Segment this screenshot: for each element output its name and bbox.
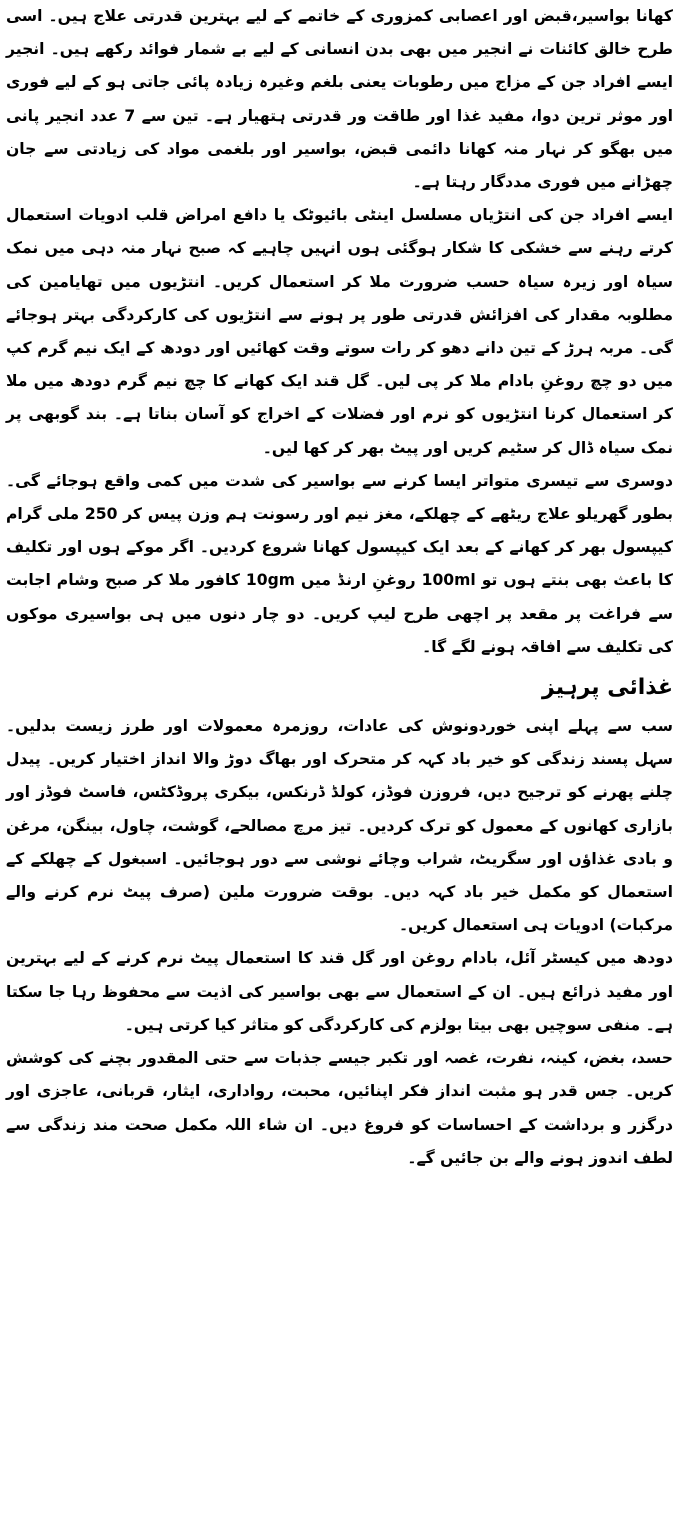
article-paragraph-5: دودھ میں کیسٹر آئل، بادام روغن اور گل قند کا استعمال پیٹ نرم کرنے کے لیے بہترین اور مفید ذرائع ہیں۔ ان کے استعمال سے بھی بواسیر کی اذیت سے محفوظ رہا جا سکتا ہے۔ منفی سوچیں بھی بیتا بولزم کی کارکردگی کو متاثر کیا کرتی ہیں۔ — [6, 949, 673, 1034]
article-paragraph-4: سب سے پہلے اپنی خوردونوش کی عادات، روزمرہ معمولات اور طرز زیست بدلیں۔ سہل پسند زندگی کو خیر باد کہہ کر متحرک اور بھاگ دوڑ والا انداز اختیار کریں۔ پیدل چلنے پھرنے کو ترجیح دیں، فروزن فوڈز، کولڈ ڈرنکس، بیکری پروڈکٹس، فاسٹ فوڈز اور بازاری کھانوں کے معمول کو ترک کردیں۔ تیز مرچ مصالحے، گوشت، چاول، بینگن، مرغن و بادی غذاؤں اور سگریٹ، شراب وچائے نوشی سے دور ہوجائیں۔ اسبغول کے چھلکے کے استعمال کو مکمل خیر باد کہہ دیں۔ بوقت ضرورت ملین (صرف پیٹ نرم کرنے والے مرکبات) ادویات ہی استعمال کریں۔ — [6, 717, 673, 935]
article-paragraph-3: دوسری سے تیسری متواتر ایسا کرنے سے بواسیر کی شدت میں کمی واقع ہوجائے گی۔ بطور گھریلو علاج ریٹھے کے چھلکے، مغز نیم اور رسونت ہم وزن پیس کر 250 ملی گرام کیپسول بھر کر کھانے کے بعد ایک کیپسول کھانا شروع کردیں۔ اگر موکے ہوں اور تکلیف کا باعث بھی بنتے ہوں تو 100ml روغنِ ارنڈ میں 10gm کافور ملا کر صبح وشام اجابت سے فراغت پر مقعد پر اچھی طرح لیپ کریں۔ دو چار دنوں میں ہی بواسیری موکوں کی تکلیف سے افاقہ ہونے لگے گا۔ — [6, 471, 674, 656]
article-paragraph-6: حسد، بغض، کینہ، نفرت، غصہ اور تکبر جیسے جذبات سے حتی المقدور بچنے کی کوشش کریں۔ جس قدر ہو مثبت انداز فکر اپنائیں، محبت، رواداری، ایثار، قربانی، عاجزی اور درگزر و برداشت کے احساسات کو فروغ دیں۔ ان شاء اللہ مکمل صحت مند زندگی سے لطف اندوز ہونے والے بن جائیں گے۔ — [6, 1049, 673, 1167]
section-heading-dietary-precautions: غذائی پرہیز — [542, 675, 673, 701]
article-paragraph-1: کھانا بواسیر،قبض اور اعصابی کمزوری کے خاتمے کے لیے بہترین قدرتی علاج ہیں۔ اسی طرح خالق کائنات نے انجیر میں بھی بدن انسانی کے لیے بے شمار فوائد رکھے ہیں۔ انجیر ایسے افراد جن کے مزاج میں رطوبات یعنی بلغم وغیرہ زیادہ پائی جاتی ہو کے لیے فوری اور موثر ترین دوا، مفید غذا اور طاقت ور قدرتی ہتھیار ہے۔ تین سے 7 عدد انجیر پانی میں بھگو کر نہار منہ کھانا دائمی قبض، بواسیر اور بلغمی مواد کی زیادتی سے جان چھڑانے میں فوری مددگار رہتا ہے۔ — [6, 7, 673, 192]
article-paragraph-2: ایسے افراد جن کی انتڑیاں مسلسل اینٹی بائیوٹک یا دافع امراض قلب ادویات استعمال کرتے رہنے سے خشکی کا شکار ہوگئی ہوں انہیں چاہیے کہ صبح نہار منہ دہی میں نمک سیاہ اور زیرہ سیاہ حسب ضرورت ملا کر استعمال کریں۔ انتڑیوں میں تھایامین کی مطلوبہ مقدار کی افزائش قدرتی طور پر ہونے سے انتڑیوں کی کارکردگی بہتر ہوجائے گی۔ مربہ ہرڑ کے تین دانے دھو کر رات سوتے وقت کھائیں اور دودھ کے ایک نیم گرم کپ میں دو چچ روغنِ بادام ملا کر پی لیں۔ گل قند ایک کھانے کا چچ نیم گرم دودھ میں ملا کر استعمال کرنا انتڑیوں کو نرم اور فضلات کے اخراج کو آسان بناتا ہے۔ بند گوبھی پر نمک سیاہ ڈال کر سٹیم کریں اور پیٹ بھر کر کھا لیں۔ — [6, 206, 673, 457]
